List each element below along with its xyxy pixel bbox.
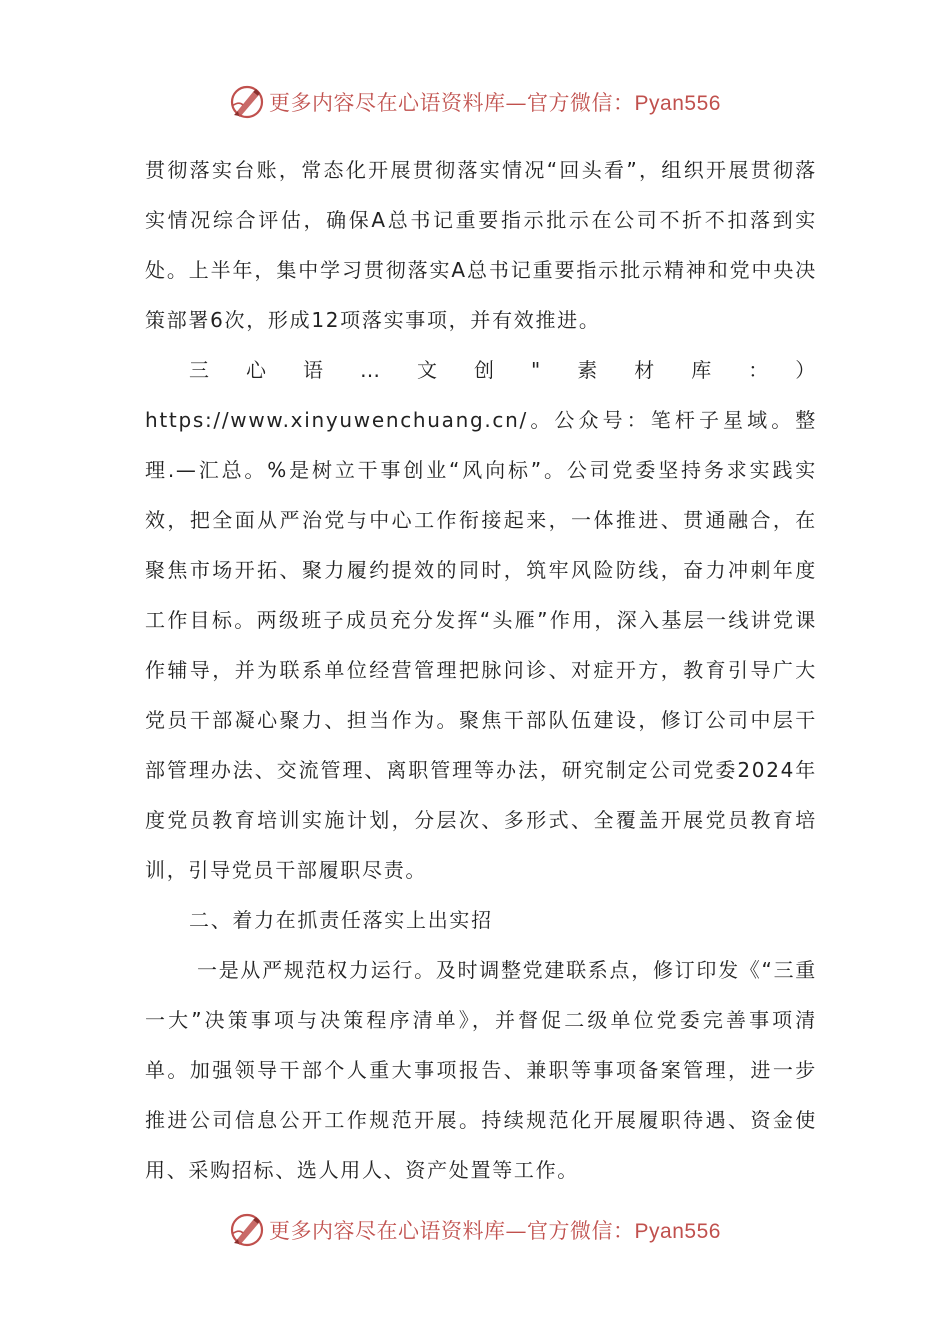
banner-text: [269, 87, 721, 117]
section-heading: 二、着力在抓责任落实上出实招: [189, 908, 493, 932]
header-watermark-banner: [0, 82, 950, 122]
banner-text-cn: 更多内容尽在心语资料库—官方微信：: [269, 91, 635, 115]
paragraph-implementation: 贯彻落实台账，常态化开展贯彻落实情况“回头看”，组织开展贯彻落实情况综合评估，确保A总书记重要指示批示在公司不折不扣落到实处。上半年，集中学习贯彻落实A总书记重要指示批示精神和党中央决策部署6次，形成12项落实事项，并有效推进。: [145, 158, 817, 332]
pen-nib-logo-icon: [229, 1212, 265, 1248]
banner-text-cn: 更多内容尽在心语资料库—官方微信：: [269, 1219, 635, 1243]
paragraph-party-work: 三心语…文创"素材库：）https://www.xinyuwenchuang.cn/。公众号：笔杆子星域。整理.—汇总。%是树立干事创业“风向标”。公司党委坚持务求实践实效，把全面从严治党与中心工作衔接起来，一体推进、贯通融合，在聚焦市场开拓、聚力履约提效的同时，筑牢风险防线，奋力冲刺年度工作目标。两级班子成员充分发挥“头雁”作用，深入基层一线讲党课作辅导，并为联系单位经营管理把脉问诊、对症开方，教育引导广大党员干部凝心聚力、担当作为。聚焦干部队伍建设，修订公司中层干部管理办法、交流管理、离职管理等办法，研究制定公司党委2024年度党员教育培训实施计划，分层次、多形式、全覆盖开展党员教育培训，引导党员干部履职尽责。: [145, 358, 817, 882]
document-body: [145, 145, 817, 1195]
footer-watermark-banner: [0, 1210, 950, 1250]
banner-wechat-id: Pyan556: [634, 92, 721, 115]
banner-text: [269, 1215, 721, 1245]
paragraph-power-regulation: 一是从严规范权力运行。及时调整党建联系点，修订印发《“三重一大”决策事项与决策程序清单》，并督促二级单位党委完善事项清单。加强领导干部个人重大事项报告、兼职等事项备案管理，进一步推进公司信息公开工作规范开展。持续规范化开展履职待遇、资金使用、采购招标、选人用人、资产处置等工作。: [145, 958, 817, 1182]
pen-nib-logo-icon: [229, 84, 265, 120]
banner-wechat-id: Pyan556: [634, 1220, 721, 1243]
